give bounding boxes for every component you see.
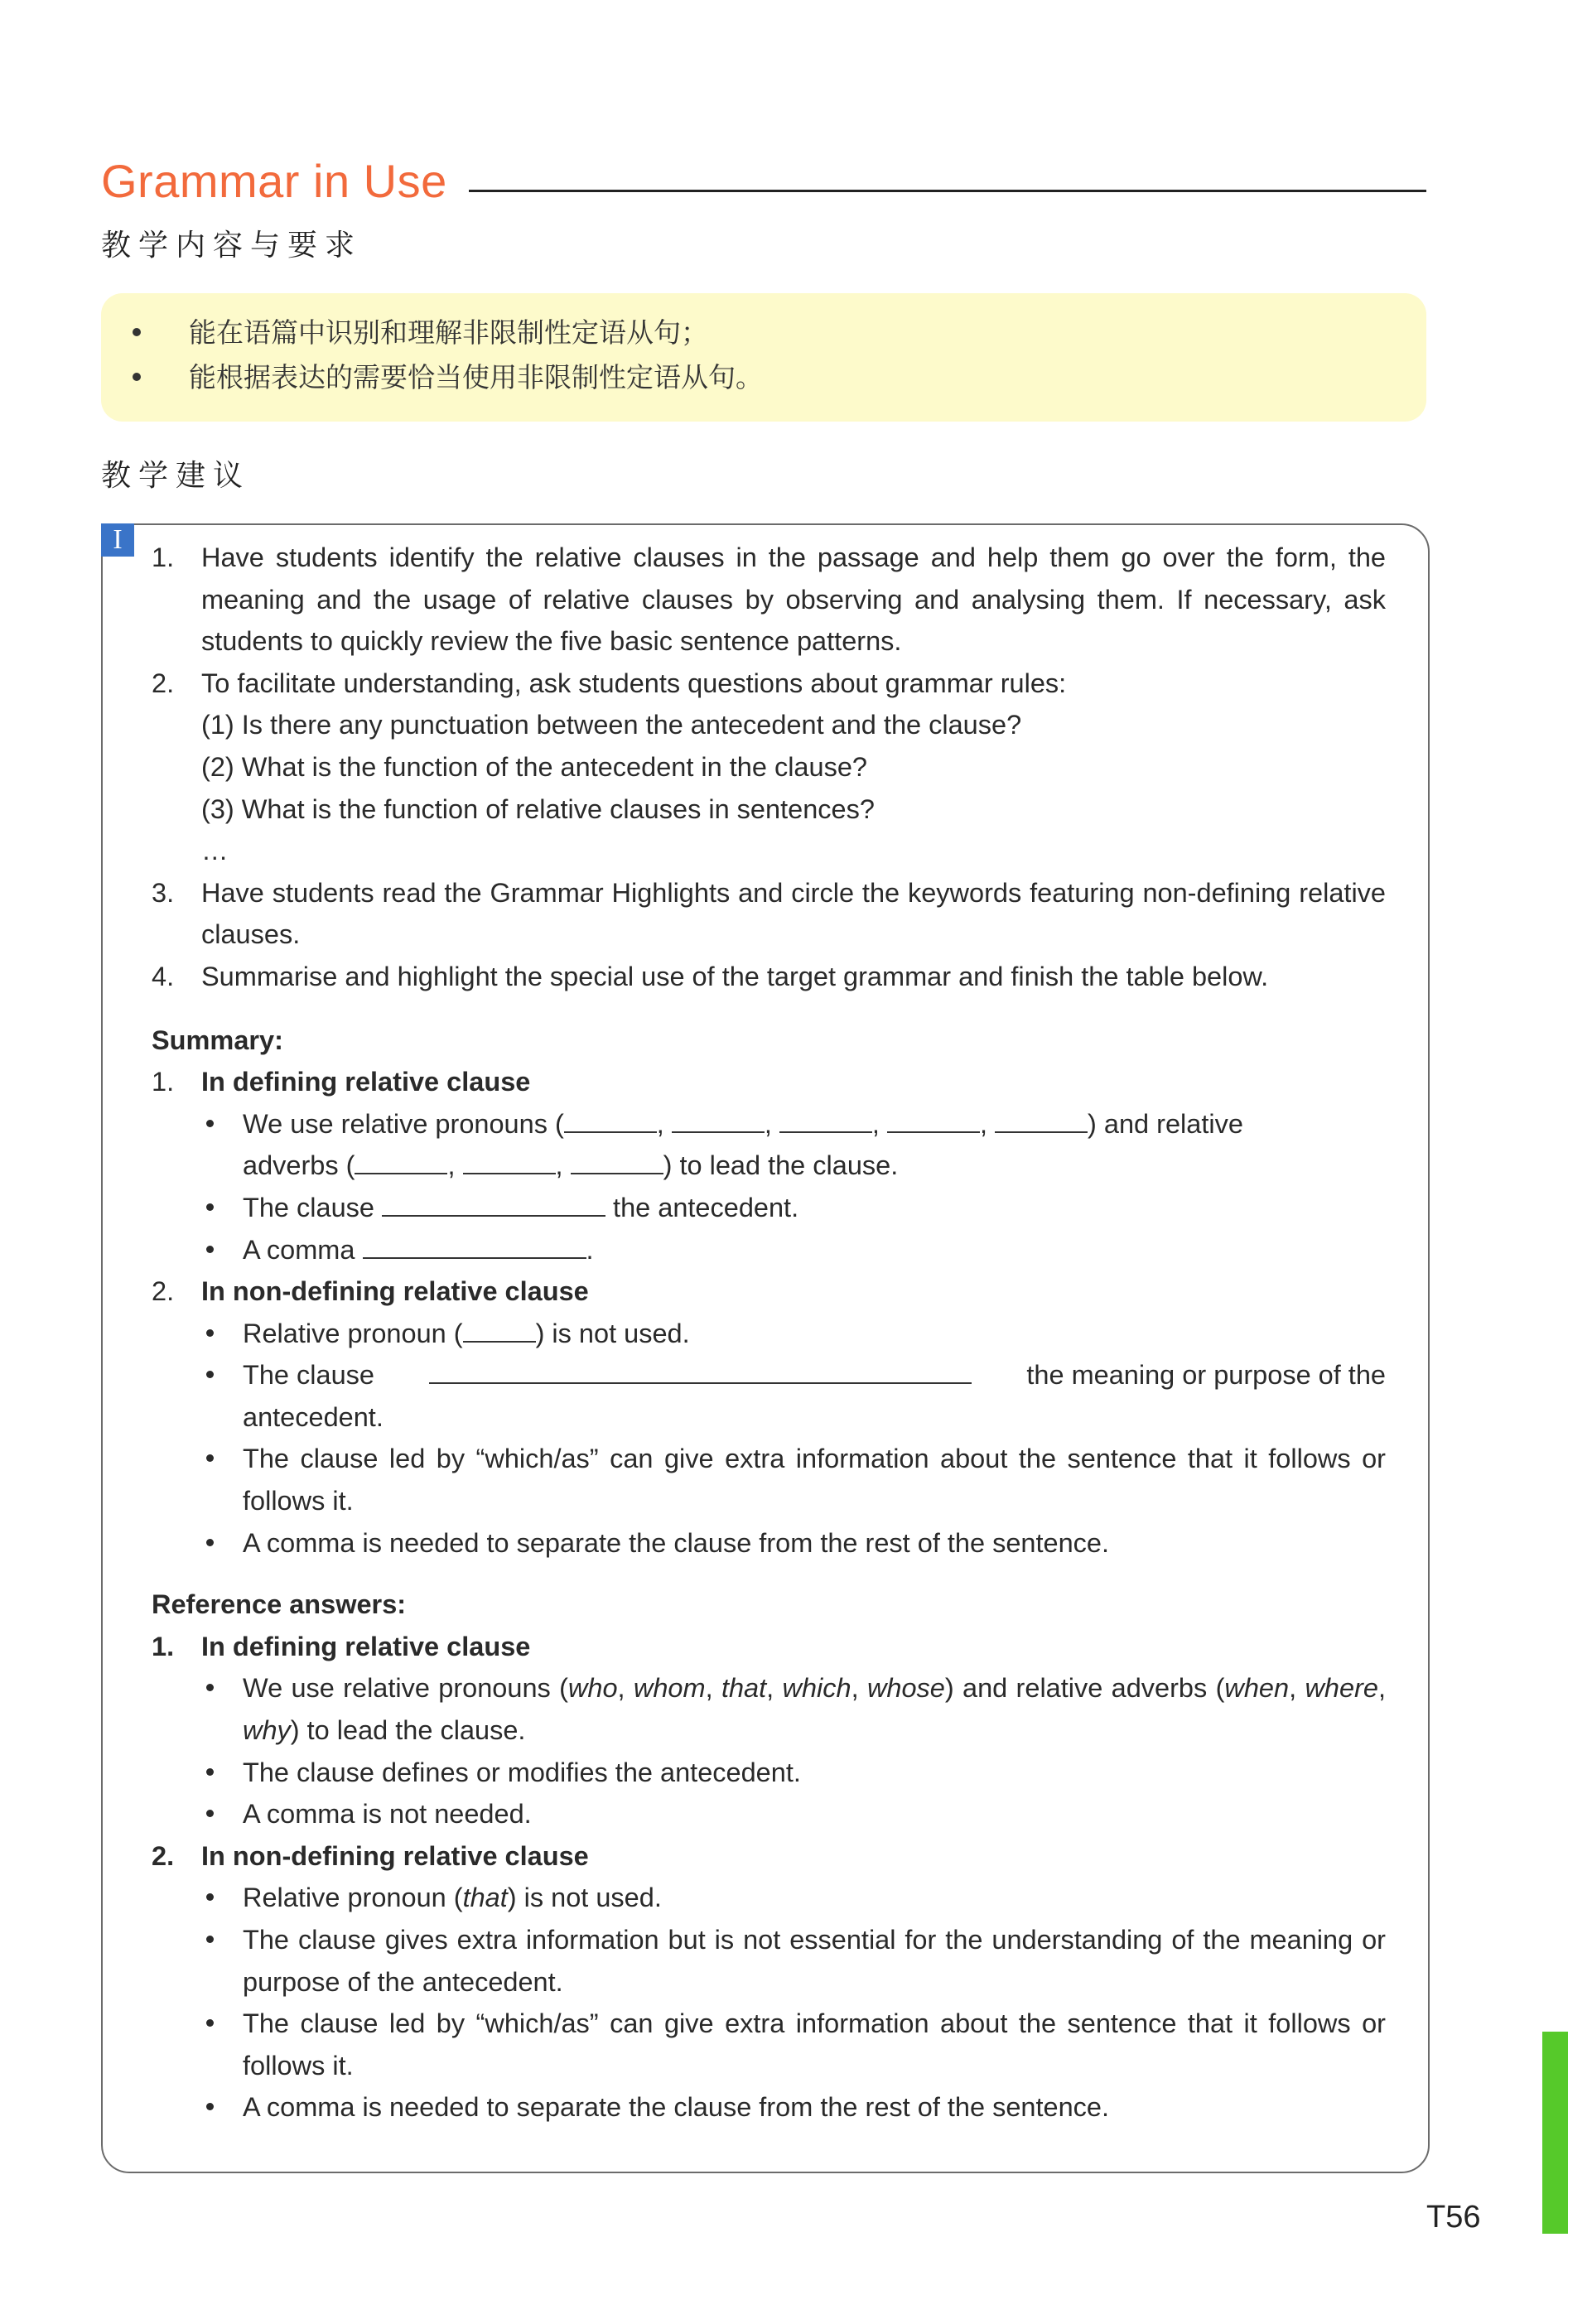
summary-bullet (152, 1187, 1386, 1229)
step-number: 1. (152, 542, 175, 572)
bullet-icon (206, 1371, 214, 1378)
page-number: T56 (1426, 2200, 1481, 2235)
bullet-icon (206, 1936, 214, 1943)
answers-heading-2 (152, 1835, 1386, 1878)
blank-field[interactable] (571, 1150, 663, 1174)
step-item (152, 872, 1386, 956)
blank-field[interactable] (363, 1234, 586, 1259)
summary-heading-2 (152, 1270, 1386, 1313)
summary-bullet (152, 1313, 1386, 1355)
heading-number: 1. (152, 1631, 175, 1661)
text: We use relative pronouns ( (243, 1673, 568, 1704)
summary-bullet (152, 1438, 1386, 1521)
text: ) and relative adverbs ( (944, 1673, 1225, 1704)
step-text: Have students read the Grammar Highlights and circle the keywords featuring non-defining relative clauses. (201, 877, 1386, 950)
summary-bullet (152, 1103, 1386, 1187)
suggestions-content (152, 537, 1386, 2129)
goal-item (133, 356, 763, 395)
step-number: 4. (152, 961, 175, 991)
bullet-icon (206, 1246, 214, 1253)
text: The clause (243, 1360, 374, 1391)
bullet-icon (206, 1684, 214, 1691)
answer-bullet (152, 1919, 1386, 2003)
summary-heading-1 (152, 1061, 1386, 1103)
step-text: Have students identify the relative clauses in the passage and help them go over the form, the meaning and the usage of relative clauses by observing and analysing them. If necessary, ask students to quickly review the five basic sentence patterns. (201, 542, 1386, 657)
pronoun: whose (866, 1673, 945, 1704)
summary-bullet (152, 1229, 1386, 1271)
question-item: (2) What is the function of the antecedent in the clause? (201, 751, 867, 782)
text: A comma is needed to separate the clause from the rest of the sentence. (243, 2092, 1110, 2123)
heading-number: 2. (152, 1276, 175, 1307)
heading-text: In defining relative clause (201, 1631, 531, 1661)
step-number: 2. (152, 668, 175, 698)
text: A comma is needed to separate the clause from the rest of the sentence. (243, 1527, 1110, 1558)
blank-field[interactable] (463, 1318, 536, 1343)
bullet-icon (133, 373, 141, 381)
text: the antecedent. (613, 1192, 799, 1222)
answer-bullet (152, 2003, 1386, 2086)
pronoun: who (567, 1673, 618, 1704)
text: A comma (243, 1234, 355, 1265)
ellipsis: … (201, 836, 229, 866)
text: , (764, 1108, 772, 1139)
bullet-icon (206, 1120, 214, 1127)
pronoun: that (721, 1673, 767, 1704)
heading-text: In defining relative clause (201, 1067, 531, 1097)
question-item: (1) Is there any punctuation between the antecedent and the clause? (201, 710, 1022, 740)
text: , (555, 1150, 563, 1181)
text: . (586, 1234, 594, 1265)
blank-field[interactable] (672, 1108, 765, 1133)
text: The clause led by “which/as” can give extra information about the sentence that it follows or follows it. (243, 2008, 1386, 2081)
text: adverbs ( (243, 1150, 355, 1181)
text: A comma is not needed. (243, 1799, 532, 1830)
blank-field[interactable] (382, 1192, 605, 1217)
summary-bullet (152, 1354, 1386, 1438)
bullet-icon (206, 1203, 214, 1211)
goals-box (101, 293, 1426, 422)
step-item (152, 663, 1386, 705)
step-number: 3. (152, 877, 175, 908)
text: , (447, 1150, 456, 1181)
text: antecedent. (243, 1401, 384, 1432)
text: the meaning or purpose of the (1026, 1360, 1386, 1391)
adverb: where (1305, 1673, 1378, 1704)
bullet-icon (206, 1810, 214, 1817)
goal-item (133, 311, 708, 350)
heading-text: In non-defining relative clause (201, 1276, 589, 1307)
question-item: (3) What is the function of relative clauses in sentences? (201, 793, 875, 824)
answer-bullet: We use relative pronouns (who, whom, that, which, whose) and relative adverbs (when, where, why) to lead the clause. (152, 1667, 1386, 1751)
blank-field[interactable] (779, 1108, 872, 1133)
text: The clause led by “which/as” can give extra information about the sentence that it follows or follows it. (243, 1444, 1386, 1516)
text: ) to lead the clause. (663, 1150, 899, 1181)
pronoun: whom (633, 1673, 706, 1704)
text: ) and relative (1088, 1108, 1243, 1139)
text: ) is not used. (507, 1883, 662, 1913)
section-heading-suggestions: 教学建议 (101, 459, 251, 493)
answer-bullet (152, 2086, 1386, 2129)
title-rule (469, 190, 1426, 192)
summary-bullet (152, 1522, 1386, 1565)
answer-bullet (152, 1793, 1386, 1835)
goal-text: 能根据表达的需要恰当使用非限制性定语从句。 (189, 361, 763, 393)
goal-text: 能在语篇中识别和理解非限制性定语从句； (189, 316, 708, 349)
blank-field[interactable] (463, 1150, 556, 1174)
bullet-icon (206, 2103, 214, 2110)
heading-number: 1. (152, 1067, 175, 1097)
bullet-icon (206, 1329, 214, 1337)
section-heading-requirements: 教学内容与要求 (101, 229, 363, 263)
bullet-icon (206, 1454, 214, 1462)
text: , (871, 1108, 880, 1139)
answer-bullet (152, 1877, 1386, 1919)
blank-field[interactable] (995, 1108, 1088, 1133)
section-marker: I (101, 523, 134, 557)
page-title: Grammar in Use (101, 155, 447, 207)
text: The clause gives extra information but is not essential for the understanding of the meaning or purpose of the antecedent. (243, 1925, 1386, 1997)
step-item (152, 537, 1386, 663)
text: , (656, 1108, 664, 1139)
blank-field[interactable] (355, 1150, 447, 1174)
text: We use relative pronouns ( (243, 1108, 564, 1139)
adverb: why (243, 1715, 291, 1746)
bullet-icon (206, 1539, 214, 1546)
bullet-icon (133, 328, 141, 336)
blank-field[interactable] (429, 1359, 972, 1384)
step-item (152, 956, 1386, 998)
bullet-icon (206, 2019, 214, 2027)
answers-label: Reference answers: (152, 1589, 407, 1620)
answers-heading-1 (152, 1626, 1386, 1668)
text: The clause defines or modifies the antecedent. (243, 1757, 801, 1787)
pronoun: that (462, 1883, 508, 1913)
adverb: when (1224, 1673, 1290, 1704)
blank-field[interactable] (887, 1108, 980, 1133)
summary-label: Summary: (152, 1025, 283, 1055)
answer-bullet (152, 1752, 1386, 1794)
pronoun: which (782, 1673, 851, 1704)
bullet-icon (206, 1893, 214, 1901)
heading-number: 2. (152, 1840, 175, 1871)
text: The clause (243, 1192, 374, 1222)
text: Relative pronoun ( (243, 1318, 463, 1348)
heading-text: In non-defining relative clause (201, 1840, 589, 1871)
text: Relative pronoun ( (243, 1883, 463, 1913)
text: ) is not used. (535, 1318, 690, 1348)
chapter-tab-marker (1542, 2032, 1568, 2234)
bullet-icon (206, 1768, 214, 1776)
step-text: To facilitate understanding, ask students questions about grammar rules: (201, 668, 1067, 698)
text: ) to lead the clause. (290, 1715, 526, 1746)
text: , (979, 1108, 988, 1139)
blank-field[interactable] (564, 1108, 657, 1133)
step-text: Summarise and highlight the special use of the target grammar and finish the table below. (201, 961, 1269, 991)
